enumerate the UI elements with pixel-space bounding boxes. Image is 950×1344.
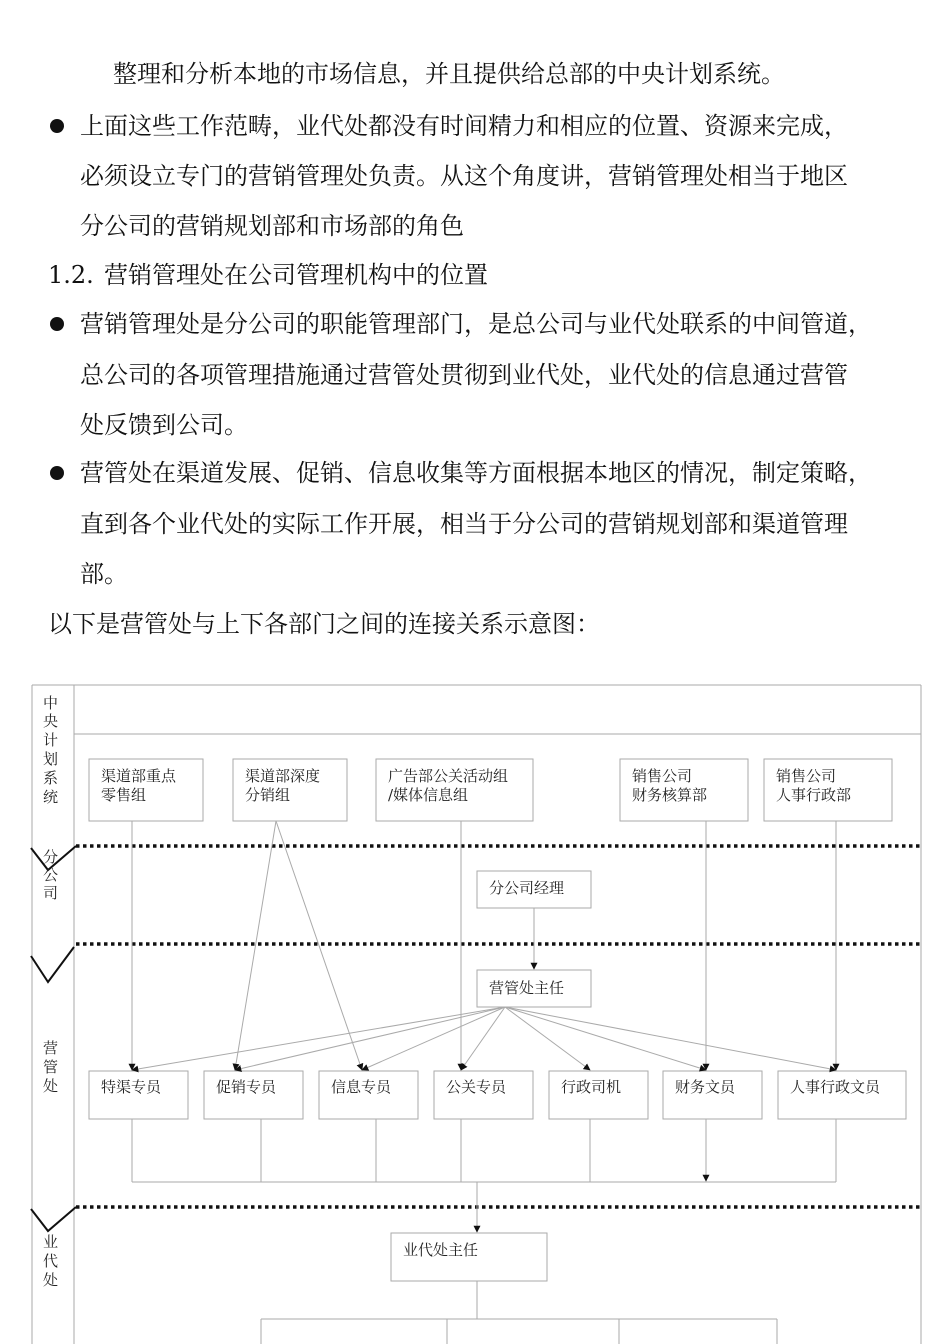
- bullet-line: 部。: [80, 560, 128, 588]
- bullet-line: 总公司的各项管理措施通过营管处贯彻到业代处，业代处的信息通过营管: [80, 361, 848, 389]
- box-label: 人事行政文员: [790, 1078, 881, 1096]
- box-label: 促销专员: [216, 1078, 277, 1096]
- svg-text:处: 处: [43, 1271, 59, 1289]
- svg-text:代: 代: [43, 1252, 59, 1270]
- svg-text:系: 系: [43, 769, 59, 787]
- paragraph-line: 整理和分析本地的市场信息，并且提供给总部的中央计划系统。: [113, 60, 785, 88]
- svg-text:中: 中: [43, 694, 59, 712]
- box-label: 渠道部重点: [101, 767, 177, 785]
- bottom-boxes: [261, 1319, 777, 1344]
- diagram-intro: 以下是营管处与上下各部门之间的连接关系示意图：: [48, 610, 600, 638]
- bullet-line: 营销管理处是分公司的职能管理部门，是总公司与业代处联系的中间管道，: [80, 310, 872, 338]
- bullet-line: 直到各个业代处的实际工作开展，相当于分公司的营销规划部和渠道管理: [80, 510, 848, 538]
- svg-text:业: 业: [43, 1233, 59, 1251]
- svg-text:分: 分: [43, 848, 59, 866]
- box-label: 财务核算部: [632, 786, 708, 804]
- svg-text:司: 司: [43, 884, 59, 902]
- svg-text:计: 计: [43, 731, 59, 749]
- box-label: 渠道部深度: [245, 767, 321, 785]
- svg-text:管: 管: [43, 1058, 59, 1076]
- bullet-line: 营管处在渠道发展、促销、信息收集等方面根据本地区的情况，制定策略，: [80, 459, 872, 487]
- box-label: 销售公司: [632, 767, 693, 785]
- svg-text:营: 营: [43, 1039, 59, 1057]
- bullet-line: 必须设立专门的营销管理处负责。从这个角度讲，营销管理处相当于地区: [80, 162, 848, 190]
- box-label: 行政司机: [561, 1078, 622, 1096]
- svg-text:处: 处: [43, 1077, 59, 1095]
- box-label: 分公司经理: [489, 879, 565, 897]
- svg-text:统: 统: [43, 788, 59, 806]
- lane-label-branch: [43, 848, 58, 902]
- bullet-line: 分公司的营销规划部和市场部的角色: [80, 212, 464, 240]
- box-label: 营管处主任: [489, 979, 565, 997]
- section-number: 1.2.: [48, 261, 94, 289]
- svg-text:公: 公: [43, 866, 59, 884]
- box-label: 零售组: [101, 786, 147, 804]
- box-label: 销售公司: [776, 767, 837, 785]
- bullet-line: 上面这些工作范畴，业代处都没有时间精力和相应的位置、资源来完成，: [80, 112, 848, 140]
- box-label: 特渠专员: [101, 1078, 162, 1096]
- lane-label-marketing: [43, 1039, 58, 1095]
- box-label: 公关专员: [446, 1078, 507, 1096]
- bullet-line: 处反馈到公司。: [80, 411, 248, 439]
- svg-text:划: 划: [43, 750, 59, 768]
- svg-text:央: 央: [43, 712, 59, 730]
- box-label: /媒体信息组: [388, 786, 469, 804]
- lane-label-agency: [43, 1233, 58, 1289]
- box-label: 业代处主任: [403, 1241, 479, 1259]
- box-label: 财务文员: [675, 1078, 736, 1096]
- section-heading: 营销管理处在公司管理机构中的位置: [104, 261, 488, 289]
- lane-label-central: [43, 694, 58, 806]
- box-label: 人事行政部: [776, 786, 852, 804]
- box-label: 广告部公关活动组: [388, 767, 509, 785]
- box-label: 分销组: [245, 786, 291, 804]
- box-label: 信息专员: [331, 1078, 392, 1096]
